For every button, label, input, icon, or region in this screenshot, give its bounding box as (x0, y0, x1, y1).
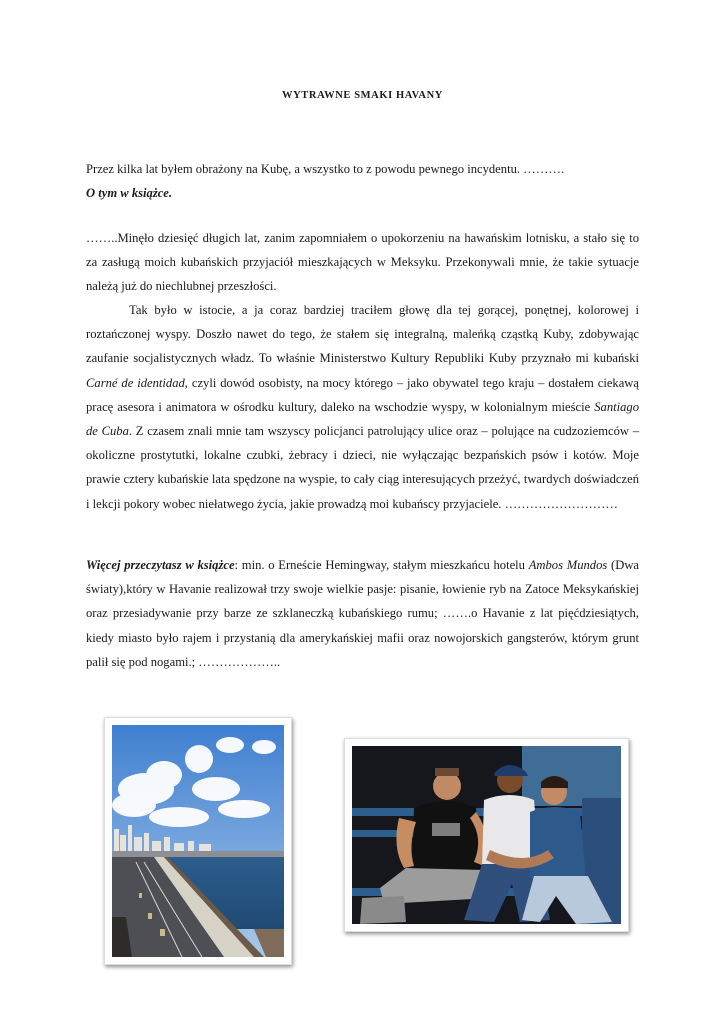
paragraph-3-text-a: : min. o Erneście Hemingway, stałym mieszkańcu hotelu (234, 558, 529, 572)
friends-photo (344, 738, 629, 932)
paragraph-3 (86, 553, 639, 674)
paragraph-3-text-b: (Dwa światy),który w Havanie realizował trzy swoje wielkie pasje: pisanie, łowienie ryb na Zatoce Meksykańskiej oraz przesiadywanie przy barze ze szklaneczką kubańskiego rumu; …….o Havanie z lat pięćdziesiątych, kiedy miasto było rajem i przystanią dla amerykańskiej mafii oraz nowojorskich gangsterów, którym grunt palił się pod nogami.; ……………….. (86, 558, 640, 669)
intro-paragraph (86, 157, 639, 205)
intro-line: Przez kilka lat byłem obrażony na Kubę, a wszystko to z powodu pewnego incydentu. ………. (86, 162, 565, 176)
paragraph-2 (86, 298, 639, 516)
friends-image (344, 738, 629, 932)
document-title: WYTRAWNE SMAKI HAVANY (282, 90, 443, 101)
santiago-de-cuba: Santiago de Cuba (86, 399, 639, 439)
paragraph-2-text-a: Tak było w istocie, a ja coraz bardziej traciłem głowę dla tej gorącej, ponętnej, kolorowej i roztańczonej wyspy. Doszło nawet do tego, że stałem się integralną, maleńką cząstką Kuby, zdobywając zaufanie socjalistycznych władz. To właśnie Ministerstwo Kultury Republiki Kuby przyznało mi kubański (86, 303, 639, 366)
havana-malecon-photo (104, 717, 292, 965)
intro-more-note: O tym w książce. (86, 186, 173, 201)
havana-malecon-image (104, 717, 292, 965)
paragraph-2-text-b: , czyli dowód osobisty, na mocy którego – jako obywatel tego kraju – dostałem ciekawą pracę asesora i animatora w ośrodku kultury, daleko na wschodzie wyspy, w kolonialnym mieście (86, 375, 639, 414)
ambos-mundos: Ambos Mundos (528, 558, 608, 572)
carne-de-identidad: Carné de identidad (86, 375, 185, 390)
paragraph-1: ……..Minęło dziesięć długich lat, zanim zapomniałem o upokorzeniu na hawańskim lotnisku, a stało się to za zasługą moich kubańskich przyjaciół mieszkających w Meksyku. Przekonywali mnie, że takie sytuacje należą już do niechlubnej przeszłości. (86, 231, 639, 294)
more-in-book-lead: Więcej przeczytasz w książce (86, 558, 235, 572)
paragraph-2-text-c: . Z czasem znali mnie tam wszyscy policjanci patrolujący ulice oraz – polujące na cudzoziemców – okoliczne prostytutki, lokalne czubki, żebracy i dzieci, nie wyłączając bezpańskich psów i kotów. Moje prawie cztery kubańskie lata spędzone na wyspie, to cały ciąg interesujących przeżyć, twardych doświadczeń i lekcji pokory wobec niełatwego życia, jakie prowadzą moi kubańscy przyjaciele. ……………………… (86, 424, 639, 511)
